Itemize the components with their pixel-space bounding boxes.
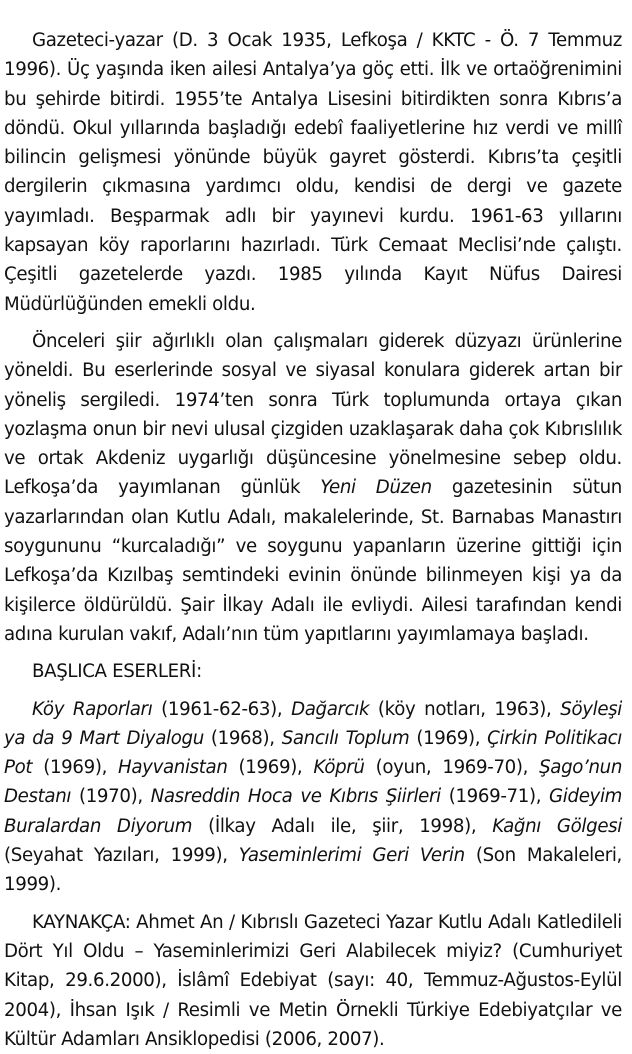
work-title: Dağarcık xyxy=(291,698,370,720)
work-title: Nasreddin Hoca ve Kıbrıs Şiirleri xyxy=(150,786,441,808)
work-title: Sancılı Toplum xyxy=(281,727,410,749)
work-note: (İlkay Adalı ile, şiir, 1998), xyxy=(192,815,493,837)
biography-paragraph-2-part-2: gazetesinin sütun yazarlarından olan Kutlu Adalı, makalelerinde, St. Barnabas Manastırı soygununu “kurcaladığı” ve soygunu yapanların üzerine gittiği için Lefkoşa’da Kızılbaş semtindeki evinin önünde bilinmeyen kişi ya da kişilerce öldürüldü. Şair İlkay Adalı ile evliydi. Ailesi tarafından kendi adına kurulan vakıf, Adalı’nın tüm yapıtlarını yayımlamaya başladı. xyxy=(4,477,622,645)
sources-paragraph: KAYNAKÇA: Ahmet An / Kıbrıslı Gazeteci Yazar Kutlu Adalı Katledileli Dört Yıl Oldu – Yaseminlerimizi Geri Alabilecek miyiz? (Cumhuriyet Kitap, 29.6.2000), İslâmî Edebiyat (sayı: 40, Temmuz-Ağustos-Eylül 2004), İhsan Işık / Resimli ve Metin Örnekli Türkiye Edebiyatçılar ve Kültür Adamları Ansiklopedisi (2006, 2007). xyxy=(4,911,622,1050)
work-title: Şago’nun Destanı xyxy=(4,757,623,808)
works-list xyxy=(4,695,622,900)
work-note: (1961-62-63), xyxy=(152,698,292,720)
work-title: Köy Raporları xyxy=(32,698,153,720)
biography-paragraph-1: Gazeteci-yazar (D. 3 Ocak 1935, Lefkoşa / KKTC - Ö. 7 Temmuz 1996). Üç yaşında iken ailesi Antalya’ya göç etti. İlk ve ortaöğrenimini bu şehirde bitirdi. 1955’te Antalya Lisesini bitirdikten sonra Kıbrıs’a döndü. Okul yıllarında başladığı edebî faaliyetlerine hız verdi ve millî bilincin gelişmesi yönünde büyük gayret gösterdi. Kıbrıs’ta çeşitli dergilerin çıkmasına yardımcı oldu, kendisi de dergi ve gazete yayımladı. Beşparmak adlı bir yayınevi kurdu. 1961-63 yıllarını kapsayan köy raporlarını hazırladı. Türk Cemaat Meclisi’nde çalıştı. Çeşitli gazetelerde yazdı. 1985 yılında Kayıt Nüfus Dairesi Müdürlüğünden emekli oldu. xyxy=(4,30,622,315)
work-note: (1969), xyxy=(227,757,314,779)
work-note: (oyun, 1969-70), xyxy=(364,757,540,779)
work-title: Söyleşi ya da 9 Mart Diyalogu xyxy=(4,698,623,749)
work-note: (Son Makaleleri, 1999). xyxy=(4,845,622,896)
work-note: (1968), xyxy=(203,727,282,749)
work-note: (1969), xyxy=(409,727,488,749)
work-note: (1970), xyxy=(71,786,151,808)
work-note: (1969), xyxy=(32,757,119,779)
work-note: (1969-71), xyxy=(440,786,550,808)
biography-paragraph-2-part-1: Önceleri şiir ağırlıklı olan çalışmaları giderek düzyazı ürünlerine yöneldi. Bu eserlerinde sosyal ve siyasal konulara giderek artan bir yöneliş sergiledi. 1974’ten sonra Türk toplumunda ortaya çıkan yozlaşma onun bir nevi ulusal çizgiden uzaklaşarak daha çok Kıbrıslılık ve ortak Akdeniz uygarlığı düşüncesine yönelmesine sebep oldu. Lefkoşa’da yayımlanan günlük xyxy=(4,330,622,499)
work-note: (köy notları, 1963), xyxy=(369,698,561,720)
work-title: Yaseminlerimi Geri Verin xyxy=(238,845,465,867)
works-heading: BAŞLICA ESERLERİ: xyxy=(32,661,202,683)
work-note: (Seyahat Yazıları, 1999), xyxy=(4,845,239,867)
newspaper-name: Yeni Düzen xyxy=(320,477,432,499)
document-page xyxy=(4,26,622,1054)
work-title: Kağnı Gölgesi xyxy=(492,815,622,837)
work-title: Köprü xyxy=(313,757,365,779)
work-title: Hayvanistan xyxy=(118,757,228,779)
work-title: Gideyim Buralardan Diyorum xyxy=(4,786,623,837)
work-title: Çirkin Politikacı Pot xyxy=(4,727,623,779)
biography-paragraph-2 xyxy=(4,327,622,649)
